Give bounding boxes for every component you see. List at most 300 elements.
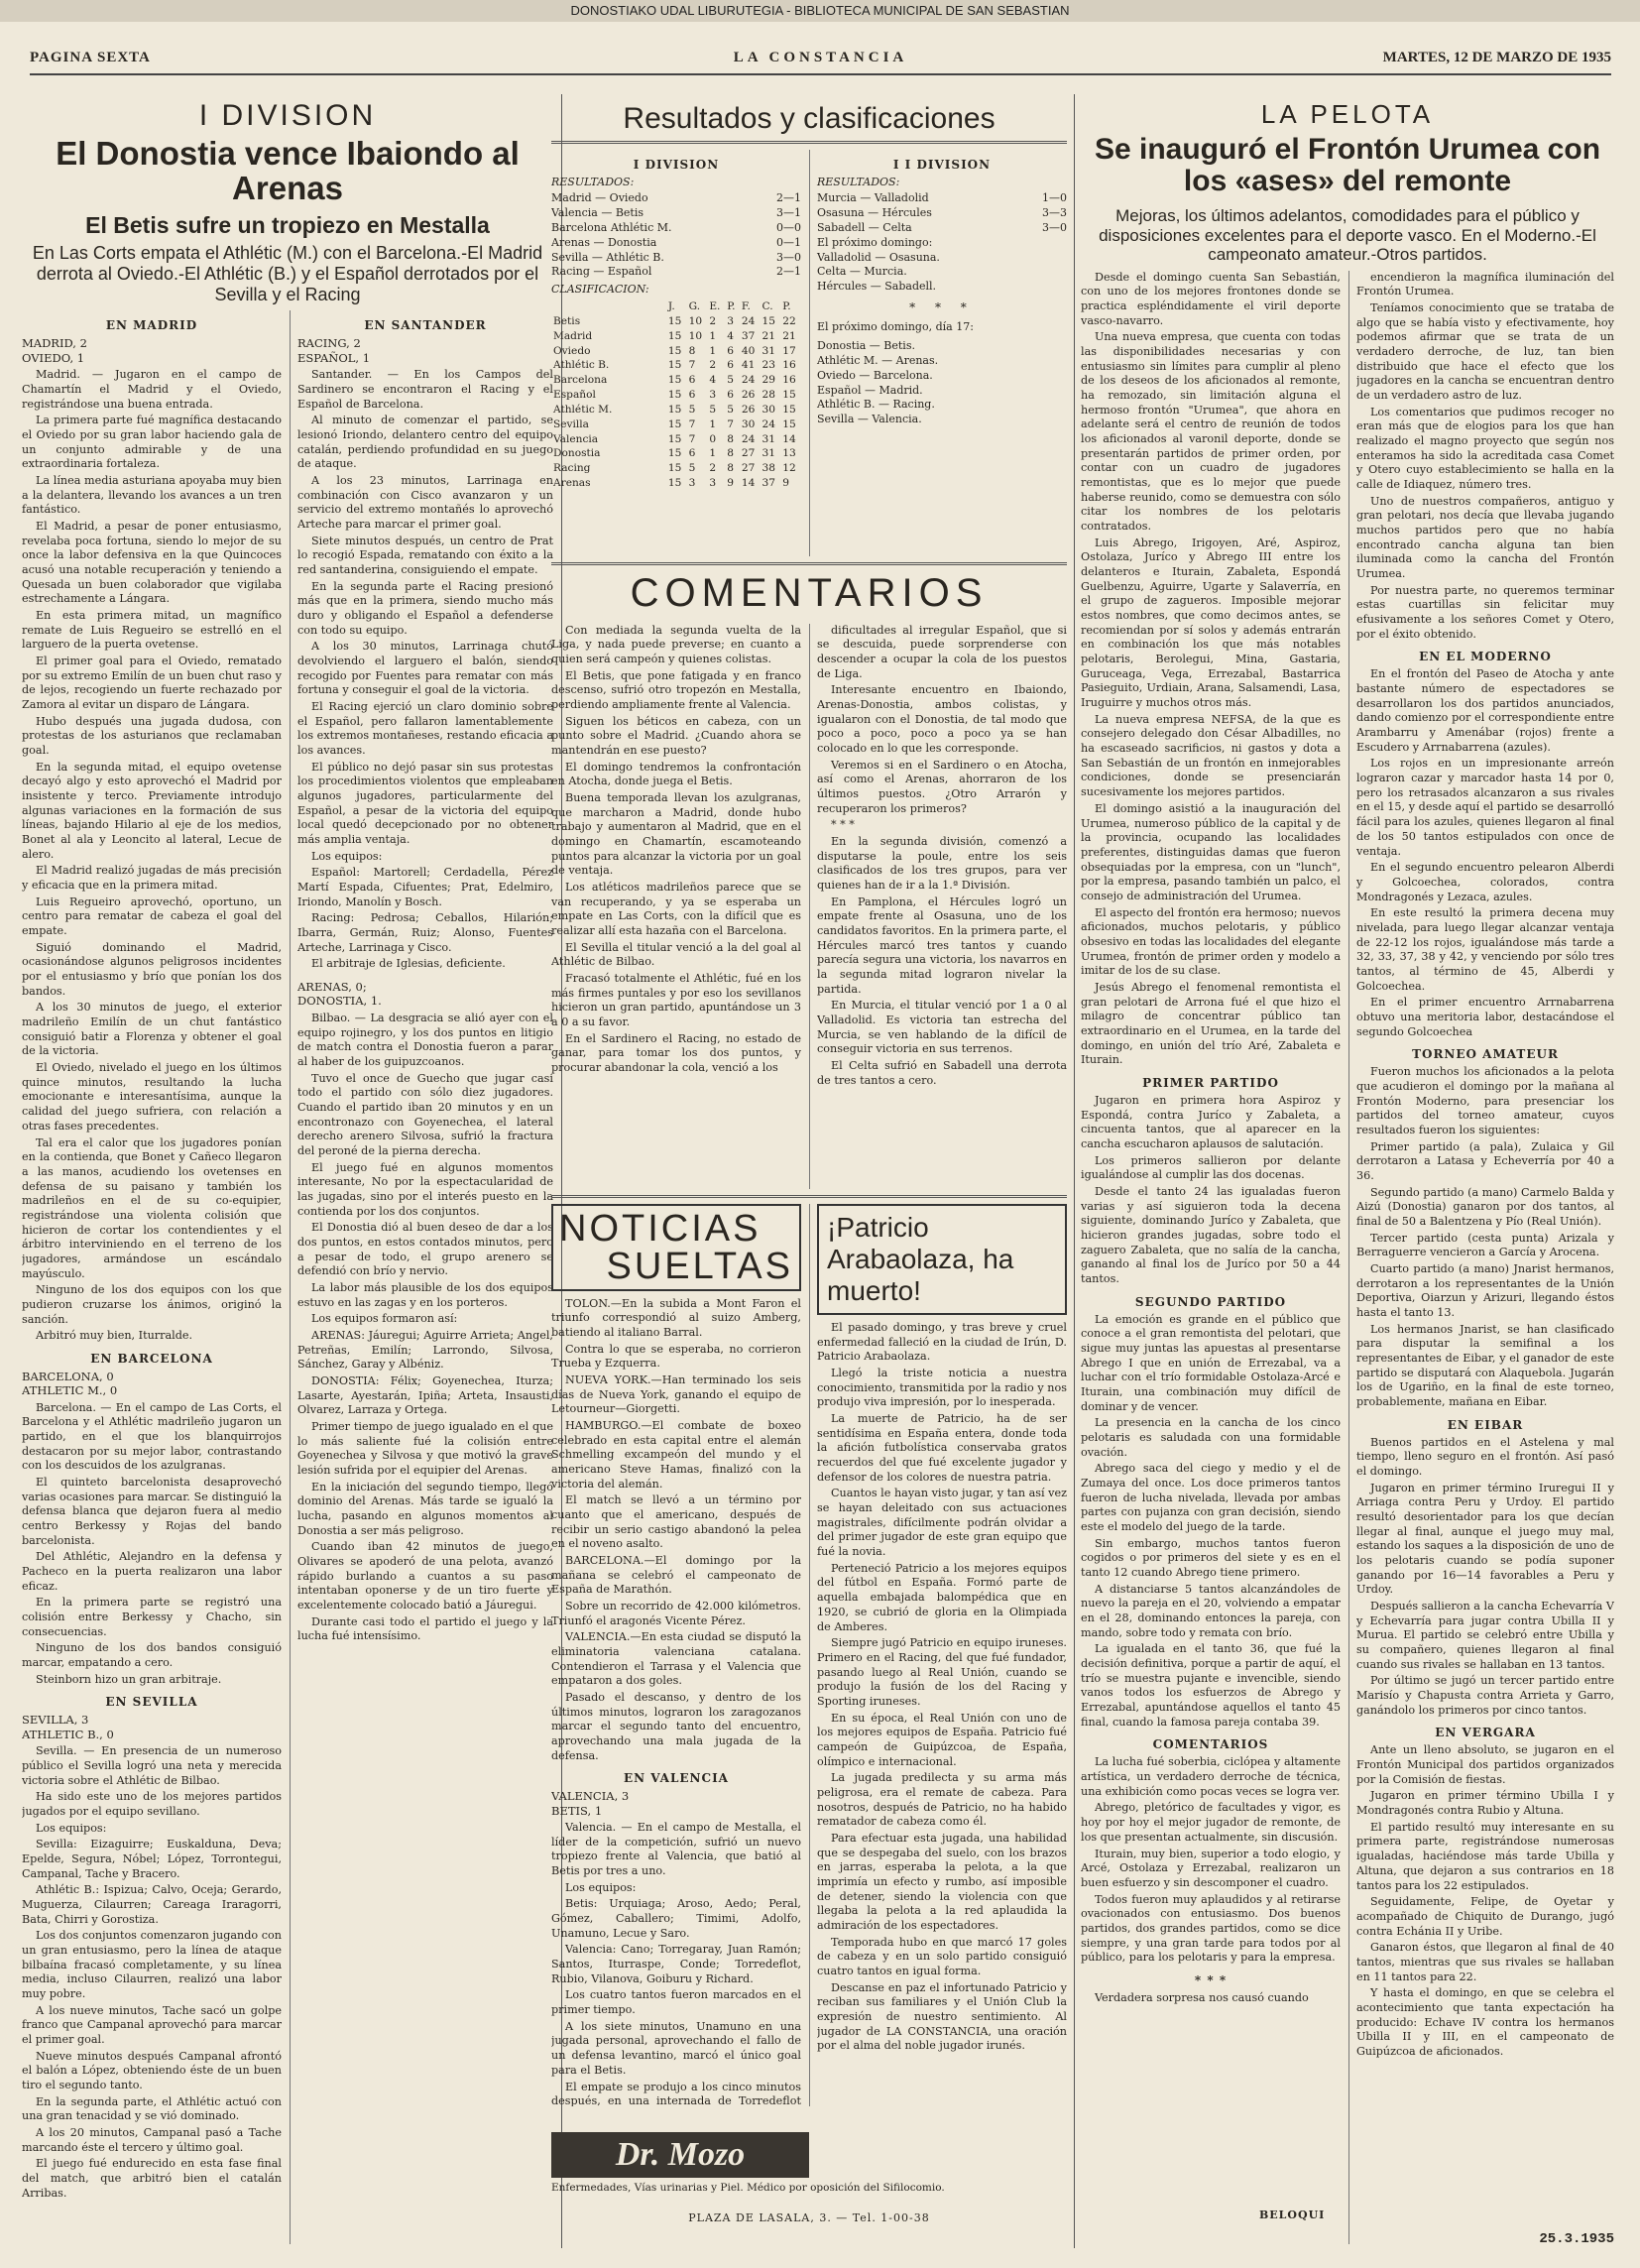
table-cell: 37 [741, 329, 756, 342]
table-cell: 15 [667, 477, 682, 489]
match-teams: Valencia — Betis [551, 206, 644, 220]
match-teams: Madrid — Oviedo [551, 191, 648, 205]
first-division-results [551, 150, 801, 491]
table-header-cell: J. [667, 300, 675, 313]
paragraph: Luis Regueiro aprovechó, oportuno, un centro para rematar de cabeza el goal del empate. [22, 895, 282, 938]
table-cell: 40 [741, 344, 756, 357]
paragraph: Siempre jugó Patricio en equipo iruneses. Primero en el Racing, del que fué fundador, pasando luego al Real Unión, cuando se produjo la fusión de los del Racing y Sporting iruneses. [817, 1636, 1067, 1708]
table-cell: 28 [761, 389, 776, 402]
paragraph: Valencia. — En el campo de Mestalla, el líder de la competición, sufrió un nuevo tropiezo frente al Valencia, que batió al Betis por tres a uno. [551, 1821, 801, 1878]
table-cell: 6 [727, 344, 734, 357]
obituary-section [817, 1204, 1067, 2106]
table-cell: 3 [709, 389, 717, 402]
deck: Mejoras, los últimos adelantos, comodidades para el público y disposiciones excelentes para el deporte vasco. En el Moderno.-El campeonato amateur.-Otros partidos. [1099, 206, 1596, 265]
fixture: Valladolid — Osasuna. [817, 250, 940, 264]
table-cell: 31 [761, 432, 776, 445]
paragraph: Los dos conjuntos comenzaron jugando con un gran entusiasmo, pero la línea de ataque bilbaína fracasó completamente, y su línea media, incluso Cilaurren, realizó una labor muy pobre. [22, 1929, 282, 2000]
paragraph: Veremos si en el Sardinero o en Atocha, así como el Arenas, ahorraron de los últimos puestos. ¿Otro Arrarón y recuperaron los primeros? [817, 758, 1067, 815]
table-cell: 6 [688, 374, 696, 387]
table-cell: 6 [727, 389, 734, 402]
table-cell: 2 [709, 314, 717, 327]
results-column [551, 99, 1067, 2251]
team-name: Barcelona [553, 374, 608, 387]
paragraph: Los rojos en un impresionante arreón lograron cazar y marcador hasta 14 por 0, pero los retrasados alcanzaron a sus rivales en el 15, y desde aquí el partido se desarrolló fácil para los azules, quienes llegaron al final de los 50 tantos estipulados con once de ventaja. [1356, 757, 1614, 858]
table-row [551, 432, 801, 447]
fixture: Español — Madrid. [817, 383, 923, 397]
paragraph: Español: Martorell; Cerdadella, Pérez Martí Espada, Cifuentes; Prat, Edelmiro, Iriondo, Manolín y Bosch. [297, 866, 553, 908]
paragraph: El domingo tendremos la confrontación en Atocha, donde juega el Betis. [551, 760, 801, 788]
team-name: Donostia [553, 447, 601, 460]
table-cell: 37 [761, 477, 776, 489]
paragraph: Y hasta el domingo, en que se celebra el acontecimiento que tanta expectación ha producido: Echave IV contra los hermanos Ubilla II y III, en el campeonato de Guipúzcoa de aficionados. [1356, 1986, 1614, 2058]
rule [551, 141, 1067, 144]
result-row [551, 221, 801, 236]
paragraph: Barcelona. — En el campo de Las Corts, el Barcelona y el Athlétic madrileño jugaron un partido, en el que los blanquirrojos destacaron por su mejor labor, contrastando con los descuidos de los azulgranas. [22, 1400, 282, 1473]
paragraph: Los cuatro tantos fueron marcados en el primer tiempo. [551, 1988, 801, 2017]
paragraph: Steinborn hizo un gran arbitraje. [36, 1672, 222, 1686]
paragraph: La jugada predilecta y su arma más peligrosa, era el remate de cabeza. Para nosotros, después de Patricio, no ha habido rematador de cabeza como él. [817, 1771, 1067, 1829]
subsection-heading: TORNEO AMATEUR [1412, 1047, 1559, 1062]
subsection-heading: EN EIBAR [1447, 1417, 1524, 1432]
paragraph: Ninguno de los dos bandos consiguió marcar, empatando a cero. [22, 1641, 282, 1670]
division-column [22, 99, 553, 2251]
match-score: 0—1 [776, 235, 801, 249]
fixture: Athlétic M. — Arenas. [817, 353, 939, 367]
subcolumn-rule [1348, 271, 1349, 2244]
paragraph: El empate se produjo a los cinco minutos después, en una internada de Torredeflot [551, 2080, 801, 2106]
newspaper-header [30, 48, 1611, 75]
paragraph: El Sevilla el titular venció a la del goal al Athlétic de Bilbao. [551, 940, 801, 969]
table-cell: 6 [688, 447, 696, 460]
comentarios-right [817, 624, 1067, 1189]
paragraph: Hubo después una jugada dudosa, con protestas de los asturianos que reclamaban goal. [22, 714, 282, 758]
news-item: Sobre un recorrido de 42.000 kilómetros. Triunfó el aragonés Vicente Pérez. [551, 1599, 801, 1627]
paragraph: Durante casi todo el partido el juego y la lucha fué intensísimo. [297, 1614, 553, 1643]
paragraph: Pasado el descanso, y dentro de los últimos minutos, lograron los zaragozanos marcar el segundo tanto del encuentro, aprovechando una mala jugada de la defensa. [551, 1690, 801, 1762]
match-score: 0—0 [776, 220, 801, 234]
next-fixtures-label: El próximo domingo, día 17: [817, 320, 974, 334]
paragraph: Buenos partidos en el Astelena y mal tiempo, lleno seguro en el frontón. Así pasó el domingo. [1356, 1435, 1614, 1479]
paragraph: Por último se jugó un tercer partido entre Marisío y Chapusta contra Arrieta y Garro, ganándolo los primeros por cinco tantos. [1356, 1674, 1614, 1717]
table-cell: 15 [667, 359, 682, 372]
paragraph: Seguidamente, Felipe, de Oyetar y acompañado de Chiquito de Durango, jugó contra Echánia II y Uribe. [1356, 1895, 1614, 1938]
table-cell: 21 [761, 329, 776, 342]
division-heading: I DIVISION [633, 157, 720, 172]
table-row [551, 476, 801, 491]
paragraph: El arbitraje de Iglesias, deficiente. [311, 957, 506, 971]
paragraph: Abrego saca del ciego y medio y el de Zumaya del once. Los doce primeros tantos fueron de lucha nivelada, llevada por ambas partes con pujanza con gran decisión, siendo este el modelo del juego de la tarde. [1081, 1462, 1341, 1534]
paragraph: Fracasó totalmente el Athlétic, fué en los más firmes puntales y por eso los sevillanos hicieron un gran partido, apuntándose un 3 a 0 a su favor. [551, 971, 801, 1028]
paragraph: Bilbao. — La desgracia se alió ayer con el equipo rojinegro, y los dos puntos en litigio de match contra el Donostia fueron a parar al haber de los guipuzcoanos. [297, 1011, 553, 1068]
table-cell: 15 [782, 418, 796, 430]
paragraph: La línea media asturiana apoyaba muy bien a la delantera, llevando los avances a un tren fantástico. [22, 473, 282, 517]
report-heading: EN SEVILLA [105, 1695, 198, 1710]
table-row [551, 461, 801, 476]
table-cell: 8 [727, 447, 734, 460]
paragraph: En el frontón del Paseo de Atocha y ante bastante número de espectadores se desarrollaron los dos partidos anunciados, dando comienzo por el correspondiente entre Arambarru y Amenábar (rojos) frente a Escudero y Arrnabarrena (azules). [1356, 667, 1614, 754]
obituary-title: ¡Patricio Arabaolaza, ha muerto! [827, 1211, 1014, 1306]
paragraph: La nueva empresa NEFSA, de la que es consejero delegado don César Albadilles, no ha escaseado sacrificios, ni gastos y dota a San Sebastián de un frontón en inmejorables condiciones, donde se presenciarán sucesivamente los mejores partidos. [1081, 712, 1341, 799]
table-cell: 15 [667, 344, 682, 357]
results-headline: Resultados y clasificaciones [623, 102, 996, 135]
noticias-title: SUELTAS [606, 1245, 793, 1287]
paragraph: Betis: Urquiaga; Aroso, Aedo; Peral, Gómez, Caballero; Timimi, Adolfo, Unamuno, Lecue y Saro. [551, 1897, 801, 1940]
results-label: RESULTADOS: [551, 175, 635, 188]
subsection-heading: PRIMER PARTIDO [1142, 1075, 1279, 1090]
results-list [551, 191, 801, 280]
news-item: NUEVA YORK.—Han terminado los seis días de Nueva York, ganando el equipo de Letourneur—Giorgetti. [551, 1373, 801, 1416]
news-list [551, 1297, 801, 1689]
paragraph: Jesús Abrego el fenomenal remontista el gran pelotari de Arrona fué el que hizo el milagro de concentrar público tan extraordinario en el Urumea, en la tarde del domingo, en unión del trío Aré, Zabaleta e Iturain. [1081, 980, 1341, 1067]
paragraph: Desde el tanto 24 las igualadas fueron varias y así siguieron toda la decena siguiente, dominando Juríco y Zabaleta, que hicieron grandes jugadas, sobre todo el zaguero Zabaleta, que no salía de la cancha, ganando al final los de Juríco por 50 a 44 tantos. [1081, 1184, 1341, 1285]
table-cell: 15 [782, 403, 796, 416]
table-row [551, 403, 801, 418]
paragraph: La emoción es grande en el público que conoce a el gran remontista del pelotari, que sigue muy juntas las apuestas al presentarse Abrego I que en unión de Errezabal, va a luchar con el trío formidable Ostolaza-Arcé e Iturain, una combinación muy difícil de dominar y de vencer. [1081, 1312, 1341, 1413]
team-name: Oviedo [553, 344, 591, 357]
table-cell: 26 [741, 389, 756, 402]
paragraph: Los equipos formaron así: [311, 1312, 458, 1326]
main-headline: El Donostia vence Ibaiondo al Arenas [56, 135, 520, 206]
table-cell: 15 [667, 329, 682, 342]
paragraph: El pasado domingo, y tras breve y cruel enfermedad falleció en la ciudad de Irún, D. Patricio Arabaolaza. [817, 1321, 1067, 1364]
table-cell: 8 [688, 344, 696, 357]
paragraph: En esta primera mitad, un magnífico remate de Luis Regueiro se estrelló en el larguero de la puerta ovetense. [22, 608, 282, 652]
section-title: LA PELOTA [1260, 99, 1435, 129]
table-header-cell: E. [709, 300, 721, 313]
paragraph: El público no dejó pasar sin sus protestas los procedimientos violentos que empleaban algunos jugadores, particularmente del Español, a pesar de la victoria del equipo local quedó decepcionado por no obtener más amplia ventaja. [297, 760, 553, 847]
paragraph: El juego fué endurecido en esta fase final del match, que arbitró bien el catalán Arribas. [22, 2157, 282, 2200]
paragraph: En la segunda mitad, el equipo ovetense decayó algo y esto aprovechó el Madrid por insistente y terco. Previamente introdujo algunas variaciones en la formación de sus líneas, bajando Hilario al eje de los medios, Bonet al ala y Leoncito al lateral, Lecue de alero. [22, 760, 282, 861]
table-cell: 15 [667, 389, 682, 402]
paragraph: encendieron la magnífica iluminación del Frontón Urumea. [1356, 270, 1614, 298]
table-cell: 2 [709, 359, 717, 372]
subsection-heading: EN EL MODERNO [1419, 650, 1552, 664]
paragraph: Primer tiempo de juego igualado en el que lo más saliente fué la colisión entre Goyenechea y Silvosa y que motivó la grave lesión sufrida por el equipier del Arenas. [297, 1420, 553, 1478]
comentarios-left [551, 624, 801, 1189]
match-teams: Sabadell — Celta [817, 220, 912, 234]
paragraph: Desde el domingo cuenta San Sebastián, con uno de los mejores frontones donde se practica espléndidamente el viril deporte vasco-navarro. [1081, 270, 1341, 327]
match-score: 2—1 [776, 191, 801, 205]
paragraph: Segundo partido (a mano) Carmelo Balda y Aizú (Donostia) ganaron por dos tantos, al final de 50 a Balentzena y Pío (Real Unión). [1356, 1185, 1614, 1228]
paragraph: El Madrid realizó jugadas de más precisión y eficacia que en la primera mitad. [22, 864, 282, 893]
paragraph: A los 23 minutos, Larrinaga en combinación con Cisco avanzaron y un servicio del extremo montañés lo aprovechó Arteche para marcar el primer goal. [297, 473, 553, 531]
paragraph: Interesante encuentro en Ibaiondo, Arenas-Donostia, ambos colistas, y igualaron con el Donostia, de tal modo que poco a poco, poco a poco ya se han colocado en lo que les corresponde. [817, 683, 1067, 755]
match-score: 3—1 [776, 206, 801, 220]
match-score: BARCELONA, 0 ATHLETIC M., 0 [22, 1369, 118, 1398]
paragraph: Teníamos conocimiento que se trataba de algo que se había visto y efectivamente, hoy podemos afirmar que se trata de un verdadero derroche, de luz, tan bien distribuido que hace el efecto que los jugadores en la cancha se encuentran dentro de un verdadero astro de luz. [1356, 300, 1614, 403]
match-score: 1—0 [1042, 191, 1067, 205]
result-row [817, 206, 1067, 221]
results-list [817, 191, 1067, 236]
table-cell: 4 [727, 329, 734, 342]
paragraph: A los 20 minutos, Campanal pasó a Tache marcando éste el tercero y último goal. [22, 2125, 282, 2154]
paragraph: Descanse en paz el infortunado Patricio y reciban sus familiares y el Unión Club la expresión de nuestro sentimiento. Al jugador de LA CONSTANCIA, una oración por el alma del noble jugador irunés. [817, 1980, 1067, 2053]
table-cell: 23 [761, 359, 776, 372]
paragraph: La igualada en el tanto 36, que fué la decisión definitiva, porque a partir de aquí, el trío se muestra pujante e invencible, siendo vanos todos los esfuerzos de Abrego y Errezabal, apuntándose aquellos el tanto 45 final, cuando la famosa pareja contaba 39. [1081, 1642, 1341, 1729]
table-cell: 26 [741, 403, 756, 416]
paragraph: Para efectuar esta jugada, una habilidad que se despegaba del suelo, con los brazos en jarras, esperaba la pelota, a la que imprimía un efecto y rumbo, así imposible de detener, siendo la violencia con que llegaba la pelota a la red aplaudida la admiración de los espectadores. [817, 1831, 1067, 1932]
paragraph: Llegó la triste noticia a nuestra conocimiento, transmitida por la radio y nos produjo viva impresión, por lo inesperada. [817, 1367, 1067, 1409]
table-cell: 15 [761, 314, 776, 327]
section-title: I DIVISION [198, 99, 377, 132]
match-score: 3—3 [1042, 206, 1067, 220]
table-cell: 17 [782, 344, 796, 357]
division-heading: I I DIVISION [892, 157, 992, 172]
table-cell: 12 [782, 462, 796, 475]
subcolumn-rule [809, 1204, 810, 2106]
paragraph: Iturain, muy bien, superior a todo elogio, y Arcé, Ostolaza y Errezabal, realizaron un buen esfuerzo y sin descomponer el cuadro. [1081, 1847, 1341, 1889]
fixture: Athlétic B. — Racing. [817, 398, 935, 412]
team-name: Arenas [553, 477, 591, 489]
team-name: Racing [553, 462, 591, 475]
table-cell: 5 [709, 403, 717, 416]
match-score: RACING, 2 ESPAÑOL, 1 [297, 336, 371, 365]
table-cell: 15 [667, 432, 682, 445]
paragraph: El aspecto del frontón era hermoso; nuevos aficionados, muchos pelotaris, y público obsesivo en todas las localidades del elegante Urumea, frontón de primer orden y modelo a imitar de los de su clase. [1081, 905, 1341, 978]
match-score: MADRID, 2 OVIEDO, 1 [22, 336, 87, 365]
paragraph: A distanciarse 5 tantos alcanzándoles de nuevo la pareja en el 20, volviendo a empatar en el 28, dominando entonces la pareja, con mando, sobre todo y remata con brío. [1081, 1582, 1341, 1639]
paragraph: La lucha fué soberbia, ciclópea y altamente artística, un verdadero derroche de técnica, una exhibición como pocas veces se logra ver. [1081, 1755, 1341, 1798]
paragraph: ARENAS: Jáuregui; Aguirre Arrieta; Angel, Petreñas, Emilín; Larrondo, Silvosa, Sánchez, Garay y Albéniz. [297, 1328, 553, 1372]
result-row [551, 206, 801, 221]
table-cell: 24 [741, 374, 756, 387]
table-header-cell: C. [761, 300, 773, 313]
fixture: Celta — Murcia. [817, 265, 907, 279]
table-cell: 2 [709, 462, 717, 475]
paragraph: Jugaron en primer término Iruregui II y Arriaga contra Peru y Urdoy. El partido resultó desorientador para los que decían llegar al final, aunque el juego muy mal, estando los saques a la disposición de uno de los pelotaris cuando se podía suponer ganando por 16—14 favorables a Peru y Urdoy. [1356, 1481, 1614, 1597]
paragraph: En Pamplona, el Hércules logró un empate frente al Osasuna, uno de los candidatos favoritos. En la primera parte, el Hércules marcó tres tantos y cuando parecía segura una victoria, los navarros en la segunda mitad lograron nivelar la partida. [817, 895, 1067, 996]
team-name: Valencia [553, 432, 599, 445]
table-cell: 8 [727, 432, 734, 445]
table-cell: 14 [741, 477, 756, 489]
paragraph: DONOSTIA: Félix; Goyenechea, Iturza; Lasarte, Ayestarán, Ipiña; Arteta, Insausti, Olvarez, Larraza y Ortega. [297, 1373, 553, 1417]
main-headline: Se inauguró el Frontón Urumea con los «ases» del remonte [1094, 133, 1601, 197]
table-cell: 7 [688, 418, 696, 430]
match-teams: Racing — Español [551, 265, 652, 279]
paragraph: Todos fueron muy aplaudidos y al retirarse ovacionados con entusiasmo. Dos buenos partidos, dos grandes partidos, como se dice siempre, y una gran tarde para todos por al público, para los pelotaris y para la empresa. [1081, 1892, 1341, 1965]
match-teams: Arenas — Donostia [551, 235, 657, 249]
rule [551, 562, 1067, 565]
paragraph: La primera parte fué magnífica destacando el Oviedo por su gran labor haciendo gala de un conjunto admirable y de una extraordinaria fortaleza. [22, 414, 282, 471]
news-item: El match se llevó a un término por cuanto que el americano, después de recibir un serio castigo abandonó la pelea en el noveno asalto. [551, 1493, 801, 1551]
library-banner: DONOSTIAKO UDAL LIBURUTEGIA - BIBLIOTECA MUNICIPAL DE SAN SEBASTIAN [0, 0, 1640, 22]
subcolumn-rule [809, 624, 810, 1189]
rule [551, 1195, 1067, 1198]
issue-date: MARTES, 12 DE MARZO DE 1935 [1382, 50, 1611, 65]
results-label: RESULTADOS: [817, 175, 900, 188]
fixture: Sevilla — Valencia. [817, 413, 922, 426]
table-cell: 22 [782, 314, 796, 327]
table-row [551, 314, 801, 329]
match-score: 3—0 [776, 250, 801, 264]
paragraph: Perteneció Patricio a los mejores equipos del fútbol en España. Formó parte de aquella embajada balompédica que en 1920, se cubrió de gloria en la Olimpiada de Amberes. [817, 1561, 1067, 1633]
team-name: Betis [553, 314, 581, 327]
paragraph: Valencia: Cano; Torregaray, Juan Ramón; Santos, Iturraspe, Conde; Torredeflot, Rubio, Vilanova, Goiburu y Richard. [551, 1943, 801, 1985]
newspaper-title: LA CONSTANCIA [733, 50, 908, 65]
paragraph: Los equipos: [565, 1880, 637, 1894]
paragraph: Temporada hubo en que marcó 17 goles de cabeza y en un solo partido consiguió cuatro tantos en igual forma. [817, 1935, 1067, 1977]
author-signature: BELOQUI [1259, 2208, 1326, 2221]
table-cell: 7 [688, 432, 696, 445]
report-santander [297, 310, 553, 2244]
table-cell: 16 [782, 374, 796, 387]
table-cell: 27 [741, 447, 756, 460]
paragraph: El Racing ejerció un claro dominio sobre el Español, pero fallaron lamentablemente los extremos montañeses, restando eficacia a los avances. [297, 700, 553, 758]
paragraph: En la segunda división, comenzó a disputarse la poule, entre los seis clasificados de los tres grupos, para ver quienes han de ir a la 1.ª División. [817, 834, 1067, 892]
team-name: Español [553, 389, 596, 402]
team-name: Sevilla [553, 418, 589, 430]
paragraph: Siguió dominando el Madrid, ocasionándose algunos peligrosos incidentes por el entusiasmo y brío que ponían los dos bandos. [22, 940, 282, 998]
news-item: HAMBURGO.—El combate de boxeo celebrado en esta capital entre el alemán Schmelling excampeón del mundo y el americano Steve Hamas, finalizó con la victoria del alemán. [551, 1418, 801, 1491]
column-rule [1074, 94, 1075, 2248]
news-item: Contra lo que se esperaba, no corrieron Trueba y Ezquerra. [551, 1342, 801, 1371]
table-cell: 8 [727, 462, 734, 475]
separator: * * * [909, 300, 975, 315]
pelota-left-column [1081, 271, 1341, 2244]
paragraph: Cuarto partido (a mano) Jnarist hermanos, derrotaron a los representantes de la Unión Deportiva, Oiarzun y Arizuri, llegando éstos hasta el tanto 13. [1356, 1261, 1614, 1319]
paragraph: En su época, el Real Unión con uno de los mejores equipos de España. Patricio fué campeón de Guipúzcoa, de España, olímpico e internacional. [817, 1711, 1067, 1768]
obituary-title-box [817, 1204, 1067, 1316]
next-fixtures-label: El próximo domingo: [817, 235, 933, 249]
table-cell: 41 [741, 359, 756, 372]
table-cell: 7 [727, 418, 734, 430]
pelota-column [1081, 99, 1614, 2251]
paragraph: Primer partido (a pala), Zulaica y Gil derrotaron a Latasa y Echeverría por 40 a 36. [1356, 1139, 1614, 1182]
report-heading: EN BARCELONA [90, 1351, 213, 1366]
archive-stamp: 25.3.1935 [1539, 2231, 1614, 2247]
obituary-text [817, 1321, 1067, 2054]
table-cell: 15 [667, 447, 682, 460]
paragraph: En Murcia, el titular venció por 1 a 0 al Valladolid. Es victoria tan estrecha del Murcia, se ven hablando de la difícil de conseguir victoria en sus terrenos. [817, 999, 1067, 1056]
paragraph: Buena temporada llevan los azulgranas, que marcharon a Madrid, donde hubo trabajo y aumentaron al Madrid, que en el domingo en Chamartín, escamoteando puntos para alcanzar la victoria por un goal de ventaja. [551, 790, 801, 878]
paragraph: Ganaron éstos, que llegaron al final de 40 tantos, mientras que sus rivales se hallaban en 11 tantos para 22. [1356, 1941, 1614, 1983]
match-score: 2—1 [776, 265, 801, 279]
paragraph: Athlétic B.: Ispizua; Calvo, Oceja; Gerardo, Muguerza, Cilaurren; Careaga Iraragorri, Bata, Chirri y Gorostiza. [22, 1883, 282, 1926]
paragraph: Arbitró muy bien, Iturralde. [36, 1329, 193, 1343]
result-row [817, 191, 1067, 206]
table-cell: 5 [688, 462, 696, 475]
paragraph: Sin embargo, muchos tantos fueron cogidos o por primeros del siete y es en el tanto 12 cuando Abrego tiene primero. [1081, 1536, 1341, 1580]
match-score: 3—0 [1042, 220, 1067, 234]
paragraph: La labor más plausible de los dos equipos estuvo en las zagas y en los porteros. [297, 1280, 553, 1309]
paragraph: Tuvo el once de Guecho que jugar casi todo el partido con sólo diez jugadores. Cuando el partido iban 20 minutos y en un encontronazo con Goyenechea, el lateral derecho arenero Silvosa, sufrió la fractura del peroné de la pierna derecha. [297, 1071, 553, 1157]
table-header-cell: F. [741, 300, 751, 313]
comentarios-title: COMENTARIOS [630, 570, 989, 615]
paragraph: En la iniciación del segundo tiempo, llegó dominio del Arenas. Más tarde se igualó la lucha, pasando en algunos momentos al Donostia a ser más peligroso. [297, 1480, 553, 1537]
noticias-section [551, 1204, 801, 2106]
paragraph: Tal era el calor que los jugadores ponían en la contienda, que Bonet y Cañeco llegaron a las manos, acudiendo los ovetenses en defensa de su paisano y también los madrileños en el de su co-equipier, registrándose una violenta colisión que hicieron de cortar los contendientes y el árbitro interviniendo en el terreno de los jugadores, armándose un escándalo mayúsculo. [22, 1135, 282, 1280]
paragraph: dificultades al irregular Español, que si se descuida, puede sorprenderse con descender a ocupar la cola de los puestos de Liga. [817, 623, 1067, 680]
ad-address: PLAZA DE LASALA, 3. — Tel. 1-00-38 [688, 2211, 930, 2224]
table-cell: 29 [761, 374, 776, 387]
table-row [551, 344, 801, 359]
paragraph: Una nueva empresa, que cuenta con todas las disponibilidades necesarias y con entusiasmo sin límites para cumplir al pleno de los deseos de los aficionados al remonte, ha remozado, sin limitación alguna el hermoso frontón "Urumea", que ahora en adelante será el centro de reunión de todos los aficionados al varonil deporte, donde se presentarán partidos de primer orden, por contar con un cuadro de jugadores remontistas, que es lo mejor que puede haberse reunido, como se demuestra con sólo citar los nombres de los pelotaris contratados. [1081, 330, 1341, 534]
table-cell: 15 [667, 418, 682, 430]
result-row [551, 265, 801, 280]
table-row [551, 358, 801, 373]
paragraph: Al minuto de comenzar el partido, se lesionó Iriondo, delantero centro del equipo catalán, perdiendo profundidad en su juego de ataque. [297, 414, 553, 471]
table-row [551, 329, 801, 344]
paragraph: Ninguno de los dos equipos con los que pudieron cruzarse los ánimos, originó la sanción. [22, 1283, 282, 1326]
paragraph: El Donostia dió al buen deseo de dar a los dos puntos, en estos contados minutos, pero a pesar de todo, el grupo arenero se defendió con brío y nervio. [297, 1221, 553, 1278]
subsection-heading: COMENTARIOS [1152, 1737, 1269, 1752]
table-cell: 10 [688, 314, 703, 327]
paragraph: Del Athlétic, Alejandro en la defensa y Pacheco en la puerta realizaron una labor eficaz. [22, 1550, 282, 1593]
match-teams: Osasuna — Hércules [817, 206, 932, 220]
news-item: BARCELONA.—El domingo por la mañana se celebró el campeonato de España de Marathón. [551, 1553, 801, 1597]
report-heading: EN SANTANDER [364, 318, 487, 333]
table-cell: 3 [727, 314, 734, 327]
table-cell: 30 [761, 403, 776, 416]
table-header-cell: P. [782, 300, 791, 313]
paragraph: A los 30 minutos, Larrinaga chutó devolviendo el larguero el balón, siendo recogido por Fuentes para rematar con más fortuna y conseguir el goal de la victoria. [297, 640, 553, 697]
doctor-ad: Dr. Mozo [551, 2132, 809, 2178]
paragraph: Racing: Pedrosa; Ceballos, Hilarión; Ibarra, Germán, Ruiz; Alonso, Fuentes Arteche, Larrinaga y Cisco. [297, 911, 553, 954]
page-number: PAGINA SEXTA [30, 50, 151, 65]
table-cell: 1 [709, 418, 717, 430]
result-row [551, 191, 801, 206]
paragraph: El domingo asistió a la inauguración del Urumea, numeroso público de la capital y de la provincia, ocupando las localidades preferentes, distinguidas damas que fueron obsequiadas por la empresa, con un "lunch", por la empresa, pasando también un palco, el consejo de administración del Urumea. [1081, 801, 1341, 902]
table-row [551, 373, 801, 388]
news-item: VALENCIA.—En esta ciudad se disputó la eliminatoria valenciana catalana. Contendieron el Tarrasa y el Valencia que empataron a dos goles. [551, 1630, 801, 1688]
paragraph: Siguen los béticos en cabeza, con un punto sobre el Madrid. ¿Cuando ahora se mantendrán en ese puesto? [551, 714, 801, 757]
paragraph: Ha sido este uno de los mejores partidos jugados por el equipo sevillano. [22, 1790, 282, 1818]
team-name: Athlétic B. [553, 359, 610, 372]
table-cell: 15 [667, 462, 682, 475]
match-score: SEVILLA, 3 ATHLETIC B., 0 [22, 1713, 114, 1741]
paragraph: A los nueve minutos, Tache sacó un golpe franco que Campanal aprovechó para marcar el primer goal. [22, 2003, 282, 2046]
paragraph: * * * [831, 818, 855, 832]
table-cell: 6 [688, 389, 696, 402]
fixture: Donostia — Betis. [817, 339, 915, 352]
table-cell: 5 [727, 374, 734, 387]
paragraph: Los atléticos madrileños parece que se van recuperando, y ya se esperaba un empate en Las Corts, con la difícil que es realizar allí esta hazaña con el Barcelona. [551, 880, 801, 937]
table-cell: 3 [688, 477, 696, 489]
table-row [551, 388, 801, 403]
paragraph: Sevilla: Eizaguirre; Euskalduna, Deva; Epelde, Segura, Nóbel; López, Torrontegui, Campanal, Tache y Bracero. [22, 1838, 282, 1880]
classification-label: CLASIFICACION: [551, 283, 649, 297]
match-teams: Sevilla — Athlétic B. [551, 250, 664, 264]
second-division-results [817, 150, 1067, 428]
match-teams: Murcia — Valladolid [817, 191, 929, 205]
noticias-title: NOTICIAS [559, 1207, 761, 1250]
table-cell: 16 [782, 359, 796, 372]
paragraph: Los equipos: [311, 849, 383, 863]
table-cell: 27 [741, 462, 756, 475]
table-cell: 1 [709, 344, 717, 357]
table-cell: 15 [667, 374, 682, 387]
table-cell: 15 [667, 403, 682, 416]
table-cell: 9 [782, 477, 789, 489]
paragraph: Con mediada la segunda vuelta de la Liga, y nada puede preverse; en cuanto a quien será campeón y quienes colistas. [551, 623, 801, 665]
pelota-right-column [1356, 271, 1614, 2244]
paragraph: Los hermanos Jnarist, se han clasificado para disputar la semifinal a los representantes de Eibar, y el ganador de este partido se disputará con Alaquebola. Jugarán los de Ugariño, en la final de este torneo, probablemente, mañana en Eibar. [1356, 1322, 1614, 1409]
table-header-cell: G. [688, 300, 701, 313]
result-row [551, 251, 801, 266]
fixtures-list [817, 251, 1067, 296]
paragraph: Uno de nuestros compañeros, antiguo y gran pelotari, nos decía que llevaba jugando muchos partidos pero que no había encontrado cancha alguna tan bien iluminada como la cancha del Frontón Urumea. [1356, 494, 1614, 581]
deck: En Las Corts empata el Athlétic (M.) con el Barcelona.-El Madrid derrota al Oviedo.-El Athlétic (B.) y el Español derrotados por el Sevilla y el Racing [32, 243, 543, 304]
subcolumn-rule [809, 150, 810, 556]
table-cell: 0 [709, 432, 717, 445]
table-cell: 4 [709, 374, 717, 387]
table-cell: 5 [688, 403, 696, 416]
table-cell: 6 [727, 359, 734, 372]
paragraph: Abrego, pletórico de facultades y vigor, es hoy por hoy el mejor jugador de remonte, de los que presentan actualmente, sin discusión. [1081, 1801, 1341, 1844]
table-cell: 21 [782, 329, 796, 342]
match-teams: Barcelona Athlétic M. [551, 220, 672, 234]
table-cell: 14 [782, 432, 796, 445]
